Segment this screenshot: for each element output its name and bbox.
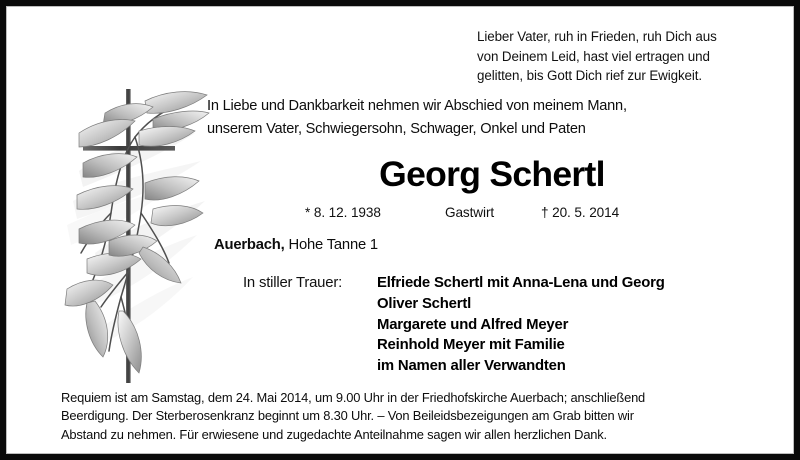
footer-line-2: Beerdigung. Der Sterberosenkranz beginnt um 8.30 Uhr. – Von Beileidsbezeigungen am Grab bitten wir — [61, 408, 634, 424]
mourners-list — [377, 273, 773, 377]
intro-line-1: In Liebe und Dankbarkeit nehmen wir Abschied von meinem Mann, — [207, 98, 627, 114]
mourners-label: In stiller Trauer: — [243, 275, 343, 291]
address-place: Auerbach, — [214, 237, 285, 253]
verse-line-1: Lieber Vater, ruh in Frieden, ruh Dich aus — [477, 29, 717, 44]
birth-date: * 8. 12. 1938 — [305, 205, 381, 220]
address-line — [214, 237, 378, 253]
address-street: Hohe Tanne 1 — [288, 237, 378, 253]
mourner-line-3: Margarete und Alfred Meyer — [377, 316, 569, 333]
mourner-line-5: im Namen aller Verwandten — [377, 358, 566, 375]
memorial-verse — [477, 27, 787, 86]
deceased-name: Georg Schertl — [379, 154, 605, 194]
mourner-line-4: Reinhold Meyer mit Familie — [377, 337, 565, 354]
farewell-intro-text — [207, 95, 787, 140]
mourner-line-1: Elfriede Schertl mit Anna-Lena und Georg — [377, 275, 665, 291]
footer-line-3: Abstand zu nehmen. Für erwiesene und zugedachte Anteilnahme sagen wir allen herzlichen Dank. — [61, 426, 607, 442]
intro-line-2: unserem Vater, Schwiegersohn, Schwager, Onkel und Paten — [207, 120, 586, 137]
cross-with-leafy-branch-icon — [49, 75, 214, 387]
occupation: Gastwirt — [445, 205, 495, 220]
verse-line-3: gelitten, bis Gott Dich rief zur Ewigkeit. — [477, 68, 703, 83]
death-date: † 20. 5. 2014 — [541, 205, 620, 220]
mourner-line-2: Oliver Schertl — [377, 295, 472, 312]
funeral-details-footer — [61, 389, 737, 444]
obituary-card — [6, 6, 794, 454]
mourners-block — [243, 273, 773, 377]
life-dates-row — [207, 205, 777, 225]
verse-line-2: von Deinem Leid, hast viel ertragen und — [477, 48, 710, 64]
footer-line-1: Requiem ist am Samstag, dem 24. Mai 2014, um 9.00 Uhr in der Friedhofskirche Auerbach; anschließend — [61, 390, 646, 405]
